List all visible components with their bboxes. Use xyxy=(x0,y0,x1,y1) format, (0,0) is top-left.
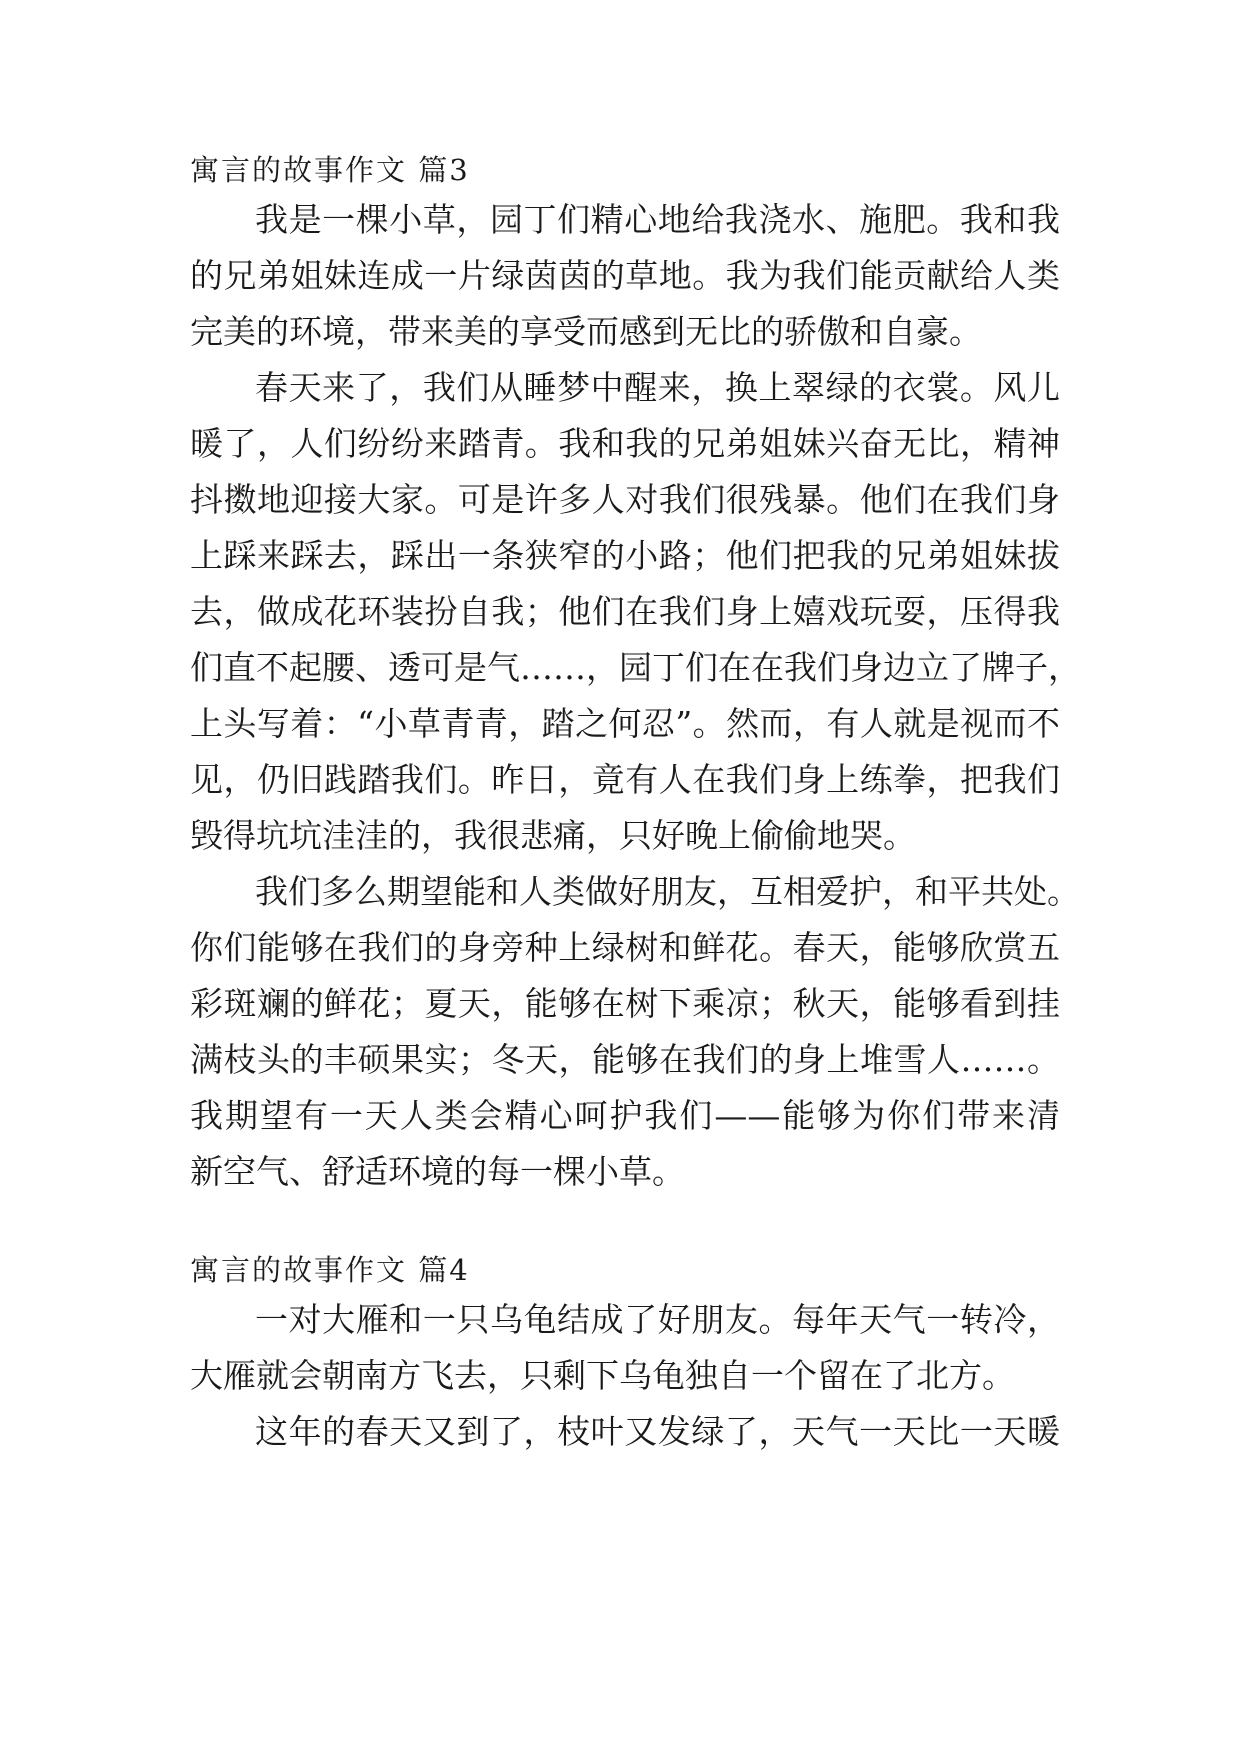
paragraph-line: 大雁就会朝南方飞去，只剩下乌龟独自一个留在了北方。 xyxy=(190,1356,1015,1395)
paragraph-line: 的兄弟姐妹连成一片绿茵茵的草地。我为我们能贡献给人类 xyxy=(190,256,1060,295)
paragraph-line: 暖了，人们纷纷来踏青。我和我的兄弟姐妹兴奋无比，精神 xyxy=(190,424,1060,463)
paragraph-line: 抖擞地迎接大家。可是许多人对我们很残暴。他们在我们身 xyxy=(190,480,1060,519)
paragraph-line: 新空气、舒适环境的每一棵小草。 xyxy=(190,1152,685,1191)
paragraph-line: 上头写着：“小草青青，踏之何忍”。然而，有人就是视而不 xyxy=(190,704,1060,743)
paragraph-line: 春天来了，我们从睡梦中醒来，换上翠绿的衣裳。风儿 xyxy=(255,368,1060,407)
paragraph-line: 去，做成花环装扮自我；他们在我们身上嬉戏玩耍，压得我 xyxy=(190,592,1060,631)
section-heading: 寓言的故事作文 篇3 xyxy=(190,153,470,187)
paragraph-line: 满枝头的丰硕果实；冬天，能够在我们的身上堆雪人……。 xyxy=(190,1040,1060,1079)
paragraph-line: 完美的环境，带来美的享受而感到无比的骄傲和自豪。 xyxy=(190,312,982,351)
paragraph-line: 毁得坑坑洼洼的，我很悲痛，只好晚上偷偷地哭。 xyxy=(190,816,916,855)
paragraph-line: 们直不起腰、透可是气……，园丁们在在我们身边立了牌子， xyxy=(190,648,1081,687)
paragraph-line: 彩斑斓的鲜花；夏天，能够在树下乘凉；秋天，能够看到挂 xyxy=(190,984,1060,1023)
section-heading: 寓言的故事作文 篇4 xyxy=(190,1253,470,1287)
paragraph-line: 这年的春天又到了，枝叶又发绿了，天气一天比一天暖 xyxy=(255,1412,1060,1451)
paragraph-line: 我是一棵小草，园丁们精心地给我浇水、施肥。我和我 xyxy=(255,200,1060,239)
paragraph-line: 见，仍旧践踏我们。昨日，竟有人在我们身上练拳，把我们 xyxy=(190,760,1060,799)
paragraph-line: 你们能够在我们的身旁种上绿树和鲜花。春天，能够欣赏五 xyxy=(190,928,1060,967)
paragraph-line: 我们多么期望能和人类做好朋友，互相爱护，和平共处。 xyxy=(255,872,1080,911)
paragraph-line: 一对大雁和一只乌龟结成了好朋友。每年天气一转冷， xyxy=(255,1300,1060,1339)
paragraph-line: 上踩来踩去，踩出一条狭窄的小路；他们把我的兄弟姐妹拔 xyxy=(190,536,1060,575)
paragraph-line: 我期望有一天人类会精心呵护我们——能够为你们带来清 xyxy=(190,1096,1060,1135)
